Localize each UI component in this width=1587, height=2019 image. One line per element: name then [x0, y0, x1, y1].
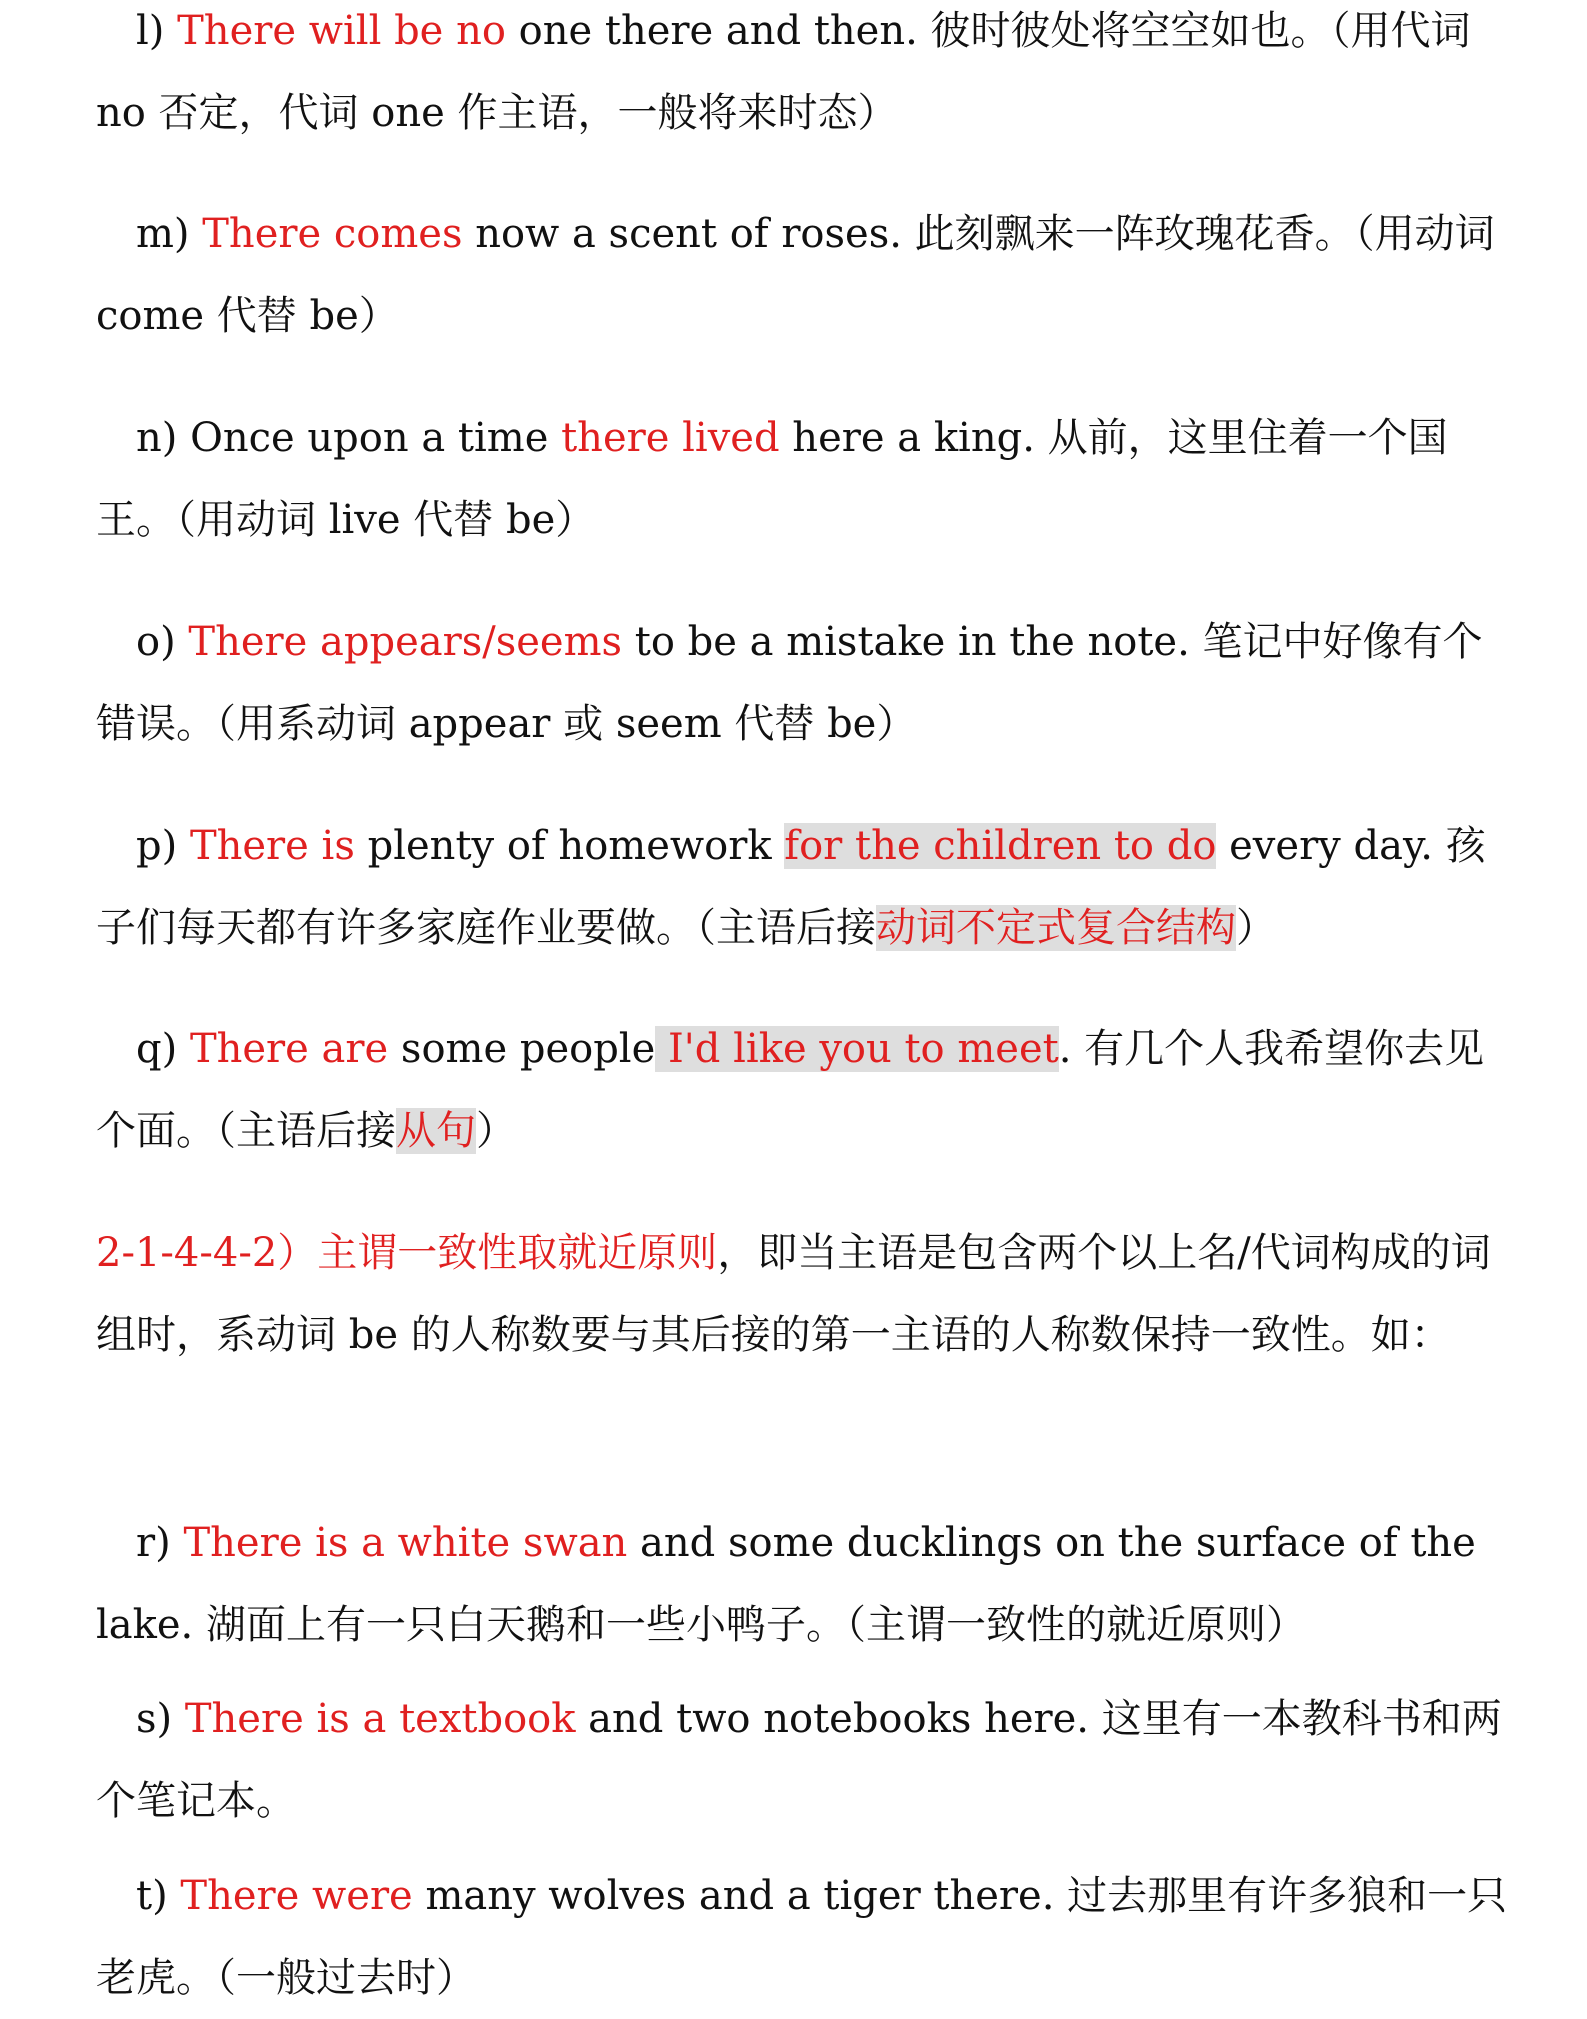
text-segment: There were [180, 1873, 413, 1919]
text-segment: 从句 [396, 1108, 476, 1154]
text-segment: many wolves and a tiger there. 过去那里有许多狼和一只老虎。（一般过去时） [96, 1873, 1508, 2001]
example-q [96, 1008, 1516, 1172]
example-n [96, 397, 1516, 561]
text-segment: ） [1236, 905, 1276, 951]
text-segment: one there and then. 彼时彼处将空空如也。（用代词 no 否定，代词 one 作主语，一般将来时态） [96, 8, 1471, 136]
text-segment: and some ducklings on the surface of the lake. 湖面上有一只白天鹅和一些小鸭子。（主谓一致性的就近原则） [96, 1520, 1476, 1648]
text-segment: to be a mistake in the note. 笔记中好像有个错误。（用系动词 appear 或 seem 代替 be） [96, 619, 1483, 747]
example-t [96, 1855, 1516, 2019]
text-segment: p) [96, 823, 190, 869]
text-segment: ） [476, 1108, 516, 1154]
text-segment: n) Once upon a time [96, 415, 562, 461]
text-segment: There appears/seems [188, 619, 623, 665]
text-segment: 动词不定式复合结构 [876, 905, 1236, 951]
text-segment: 2-1-4-4-2）主谓一致性取就近原则 [96, 1230, 718, 1276]
text-segment: There are [189, 1026, 389, 1072]
text-segment: . 有几个人我希望你去见个面。（主语后接 [96, 1026, 1485, 1154]
text-segment: plenty of homework [354, 823, 785, 869]
example-s [96, 1678, 1516, 1842]
text-segment: ，即当主语是包含两个以上名/代词构成的词组时，系动词 be 的人称数要与其后接的第一主语的人称数保持一致性。如： [96, 1230, 1491, 1358]
text-segment: there lived [561, 415, 780, 461]
rule-heading [96, 1212, 1516, 1376]
text-segment: every day. 孩子们每天都有许多家庭作业要做。（主语后接 [96, 823, 1486, 951]
text-segment: There is [189, 823, 355, 869]
example-l [96, 0, 1516, 154]
text-segment: There is a textbook [184, 1696, 576, 1742]
text-segment: and two notebooks here. 这里有一本教科书和两个笔记本。 [96, 1696, 1502, 1824]
text-segment: some people [388, 1026, 656, 1072]
example-m [96, 193, 1516, 357]
text-segment: There will be no [177, 8, 506, 54]
example-r [96, 1502, 1516, 1666]
text-segment: m) [96, 211, 203, 257]
text-segment: for the children to do [784, 823, 1217, 869]
text-segment: r) [96, 1520, 184, 1566]
text-segment: I'd like you to meet [655, 1026, 1059, 1072]
text-segment: l) [96, 8, 178, 54]
text-segment: here a king. 从前，这里住着一个国王。（用动词 live 代替 be） [96, 415, 1448, 543]
example-o [96, 601, 1516, 765]
text-segment: s) [96, 1696, 185, 1742]
text-segment: now a scent of roses. 此刻飘来一阵玫瑰花香。（用动词 come 代替 be） [96, 211, 1495, 339]
text-segment: o) [96, 619, 189, 665]
example-p [96, 805, 1516, 969]
text-segment: q) [96, 1026, 190, 1072]
text-segment: There comes [202, 211, 463, 257]
text-segment: t) [96, 1873, 181, 1919]
text-segment: There is a white swan [183, 1520, 628, 1566]
